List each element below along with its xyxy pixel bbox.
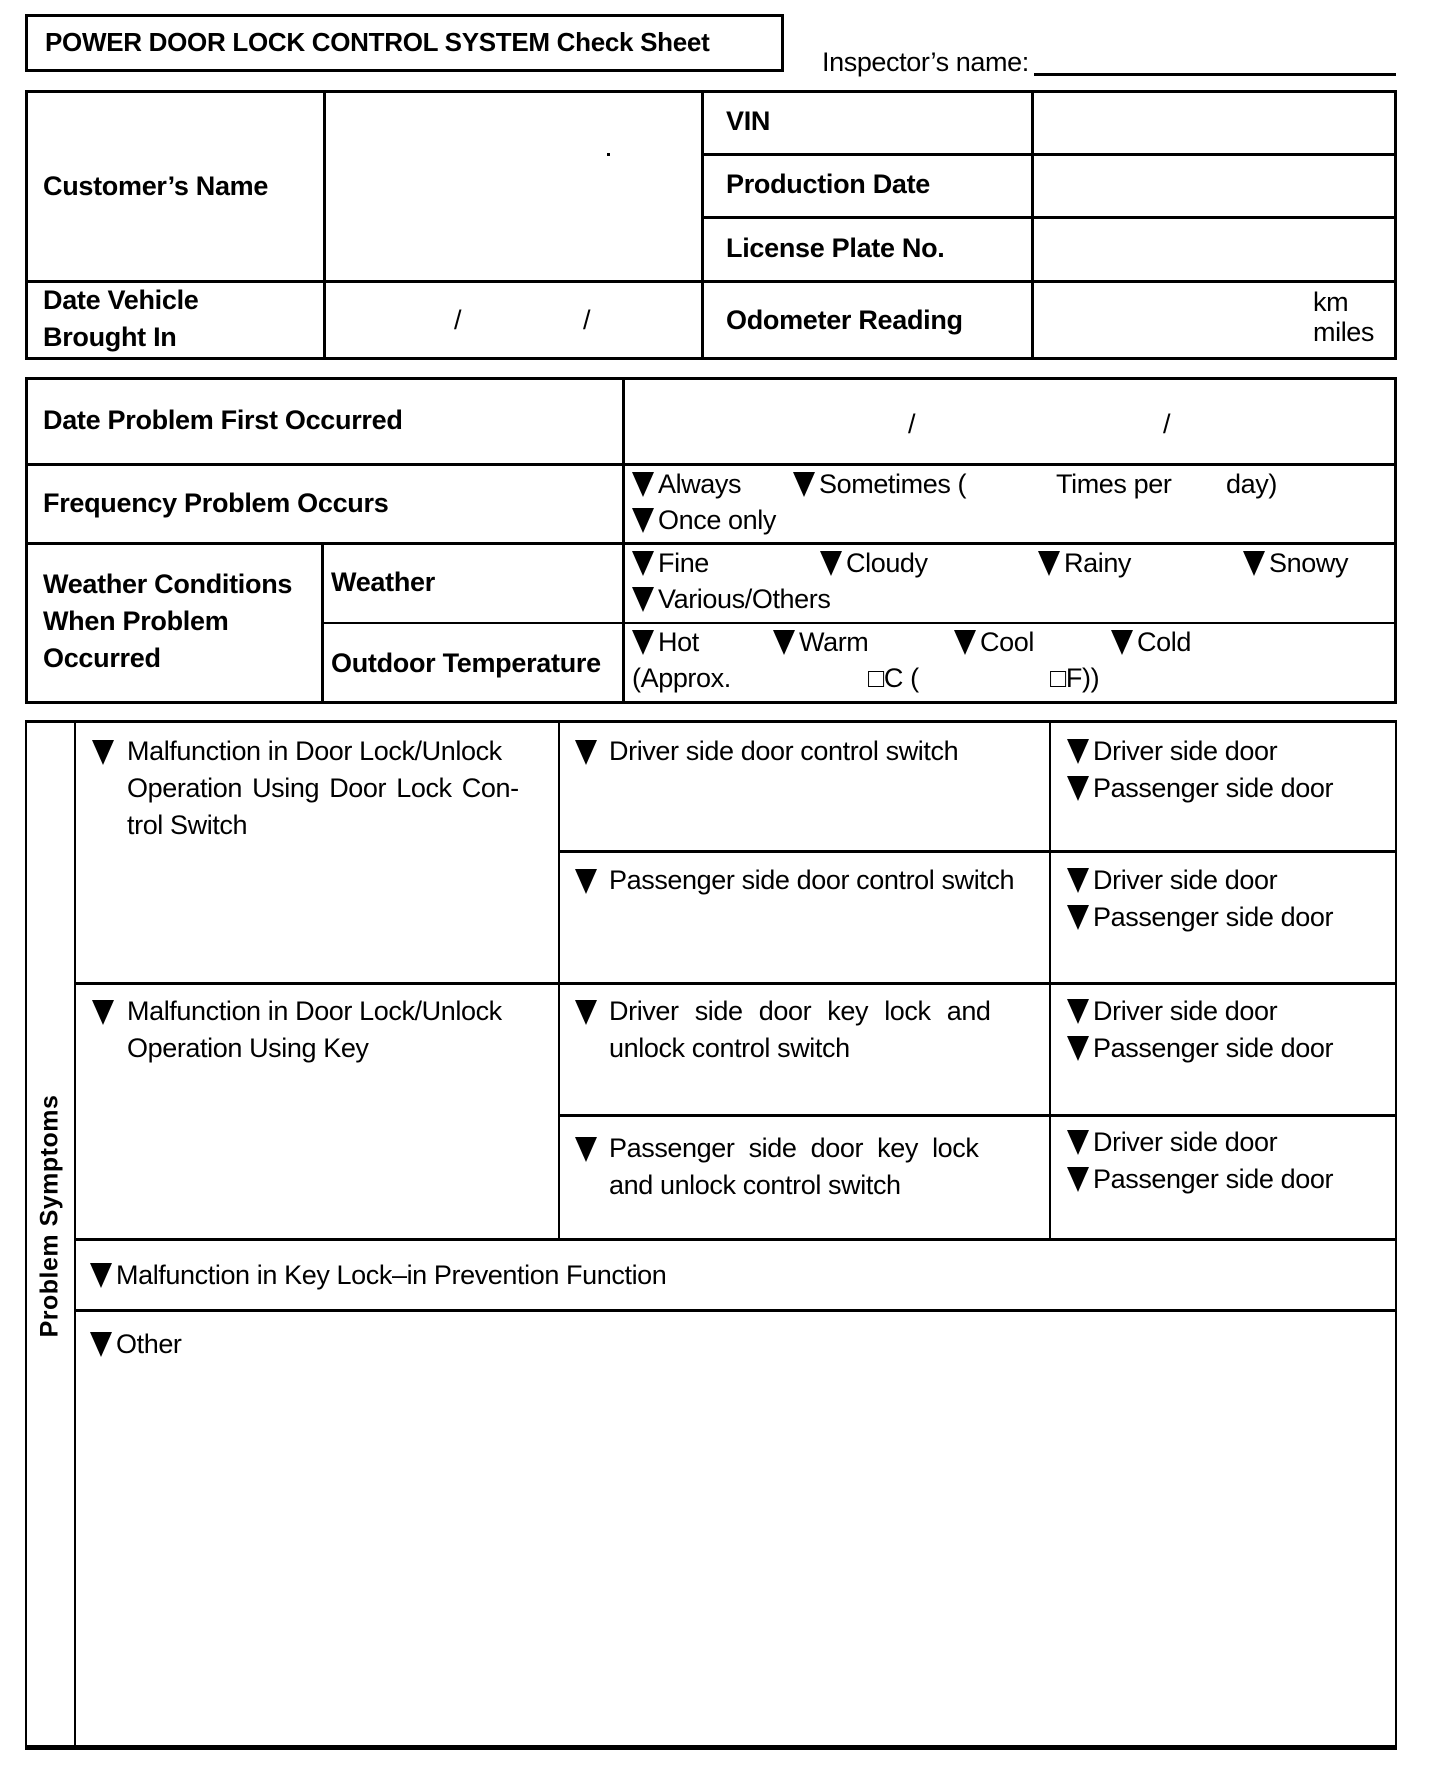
triangle-bullet-icon [575, 1000, 597, 1025]
problem-symptoms-label: Problem Symptoms [35, 1094, 64, 1338]
triangle-bullet-icon [90, 1263, 112, 1288]
inspector-name-field[interactable] [1034, 46, 1396, 76]
triangle-bullet-icon [632, 551, 654, 576]
triangle-bullet-icon [1067, 1036, 1089, 1061]
date-first-occurred-label: Date Problem First Occurred [43, 405, 403, 435]
odometer-unit-km[interactable]: km [1313, 287, 1349, 317]
fahrenheit-field[interactable]: □F)) [1050, 663, 1100, 693]
triangle-bullet-icon [632, 587, 654, 612]
triangle-bullet-icon [1067, 868, 1089, 893]
frequency-option-always[interactable]: Always [632, 466, 741, 503]
frequency-option-sometimes[interactable]: Sometimes ( [793, 466, 966, 503]
triangle-bullet-icon [575, 869, 597, 894]
outdoor-temperature-label: Outdoor Temperature [331, 648, 601, 678]
triangle-bullet-icon [632, 630, 654, 655]
inspector-name-label: Inspector’s name: [822, 47, 1029, 77]
weather-label: Weather [331, 567, 435, 597]
odometer-label: Odometer Reading [726, 305, 963, 335]
temperature-option-warm[interactable]: Warm [773, 624, 868, 661]
license-plate-label: License Plate No. [726, 233, 945, 263]
divider [74, 720, 76, 1750]
weather-option-fine[interactable]: Fine [632, 545, 709, 582]
triangle-bullet-icon [1243, 551, 1265, 576]
divider [701, 90, 704, 360]
triangle-bullet-icon [632, 508, 654, 533]
divider [559, 850, 1397, 853]
door-option-passenger[interactable]: Passenger side door [1067, 1030, 1333, 1067]
triangle-bullet-icon [92, 740, 114, 765]
triangle-bullet-icon [793, 472, 815, 497]
customer-name-label: Customer’s Name [43, 171, 269, 201]
vin-field[interactable] [1034, 93, 1394, 153]
temperature-option-cool[interactable]: Cool [954, 624, 1034, 661]
production-date-field[interactable] [1034, 156, 1394, 216]
odometer-field[interactable] [1034, 283, 1394, 359]
symptom-key-lock-in-prevention[interactable]: Malfunction in Key Lock–in Prevention Function [90, 1257, 666, 1294]
weather-option-rainy[interactable]: Rainy [1038, 545, 1131, 582]
door-option-driver[interactable]: Driver side door [1067, 993, 1277, 1030]
door-option-passenger[interactable]: Passenger side door [1067, 899, 1333, 936]
celsius-field[interactable]: □C ( [868, 663, 919, 693]
door-option-driver[interactable]: Driver side door [1067, 862, 1277, 899]
frequency-label: Frequency Problem Occurs [43, 488, 389, 518]
triangle-bullet-icon [575, 740, 597, 765]
date-brought-in-label: Date Vehicle Brought In [43, 285, 199, 352]
triangle-bullet-icon [1111, 630, 1133, 655]
times-per-label: Times per [1056, 469, 1172, 499]
door-option-passenger[interactable]: Passenger side door [1067, 770, 1333, 807]
triangle-bullet-icon [1067, 739, 1089, 764]
production-date-label: Production Date [726, 169, 931, 199]
door-option-driver[interactable]: Driver side door [1067, 1124, 1277, 1161]
license-plate-field[interactable] [1034, 219, 1394, 280]
date-separator: / [1163, 409, 1171, 439]
door-option-driver[interactable]: Driver side door [1067, 733, 1277, 770]
weather-options [632, 545, 1392, 622]
stray-dot [607, 153, 610, 156]
triangle-bullet-icon [954, 630, 976, 655]
triangle-bullet-icon [1067, 905, 1089, 930]
temperature-option-hot[interactable]: Hot [632, 624, 699, 661]
vin-label: VIN [726, 106, 771, 136]
triangle-bullet-icon [773, 630, 795, 655]
frequency-option-once-only[interactable]: Once only [632, 502, 776, 539]
date-first-occurred-field[interactable] [625, 380, 1394, 463]
other-notes-area[interactable] [77, 1365, 1395, 1745]
triangle-bullet-icon [1067, 1167, 1089, 1192]
temperature-options [632, 624, 1392, 702]
divider [75, 1238, 1397, 1241]
title-box [25, 14, 784, 72]
divider [558, 720, 560, 1240]
weather-conditions-label: Weather Conditions When Problem Occurred [43, 569, 293, 673]
date-separator: / [454, 305, 462, 335]
triangle-bullet-icon [1038, 551, 1060, 576]
date-separator: / [908, 409, 916, 439]
day-label: day) [1226, 469, 1277, 499]
customer-name-field[interactable] [326, 93, 701, 280]
divider [75, 982, 1397, 985]
odometer-unit-miles[interactable]: miles [1313, 317, 1375, 347]
divider [559, 1114, 1397, 1117]
triangle-bullet-icon [575, 1137, 597, 1162]
date-separator: / [583, 305, 591, 335]
symptom-other[interactable]: Other [90, 1326, 182, 1363]
triangle-bullet-icon [632, 472, 654, 497]
door-option-passenger[interactable]: Passenger side door [1067, 1161, 1333, 1198]
triangle-bullet-icon [90, 1332, 112, 1357]
page-title: POWER DOOR LOCK CONTROL SYSTEM Check Sheet [45, 27, 710, 57]
date-brought-in-field[interactable] [326, 283, 701, 359]
triangle-bullet-icon [820, 551, 842, 576]
divider [75, 1309, 1397, 1312]
triangle-bullet-icon [1067, 1130, 1089, 1155]
frequency-options [632, 466, 1392, 542]
divider [1049, 720, 1051, 1240]
weather-option-cloudy[interactable]: Cloudy [820, 545, 928, 582]
approx-label: (Approx. [632, 663, 731, 693]
weather-option-snowy[interactable]: Snowy [1243, 545, 1348, 582]
temperature-option-cold[interactable]: Cold [1111, 624, 1191, 661]
triangle-bullet-icon [1067, 999, 1089, 1024]
weather-option-various-others[interactable]: Various/Others [632, 581, 830, 618]
triangle-bullet-icon [92, 1000, 114, 1025]
triangle-bullet-icon [1067, 776, 1089, 801]
